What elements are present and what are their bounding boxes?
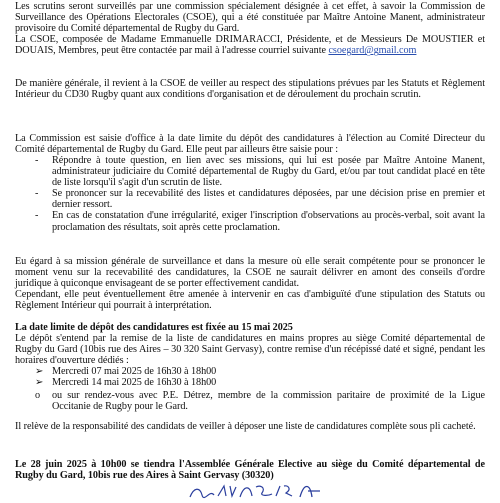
commission-bullet-list xyxy=(15,155,485,233)
paragraph-assembly xyxy=(15,459,485,481)
assembly-text: Le 28 juin 2025 à 10h00 se tiendra l'Assemblée Générale Elective au siège du Comité départemental de Rugby du Gard, 10bis rue des Aires à Saint Gervasy (30320) xyxy=(15,459,485,482)
dash-bullet-icon: - xyxy=(35,155,39,166)
arrow-bullet-icon: ➢ xyxy=(35,366,44,377)
interpretation-text: Cependant, elle peut éventuellement être amenée à intervenir en cas d'ambiguïté d'une stipulation des Statuts ou Règlement Intérieur qui pourrait à interprétation. xyxy=(15,289,485,312)
responsibility-text: Il relève de la responsabilité des candidats de veiller à déposer une liste de candidatures complète sous pli cacheté. xyxy=(15,421,476,432)
deposit-text: Le dépôt s'entend par la remise de la liste de candidatures en mains propres au siège Comité départemental de Rugby du Gard (10bis rue des Aires – 30 320 Saint Gervasy), contre remise d'un récépissé daté et signé, pendant les horaires d'ouverture dédiés : xyxy=(15,333,485,367)
commission-seizure-text: La Commission est saisie d'office à la date limite du dépôt des candidatures à l'élection au Comité Directeur du Comité départemental de Rugby du Gard. Elle peut par ailleurs être saisie pour : xyxy=(15,133,485,156)
csoe-composition-text: La CSOE, composée de Madame Emmanuelle DRIMARACCI, Présidente, et de Messieurs De MOUSTIER et DOUAIS, Membres, peut être contactée par mail à l'adresse courriel suivante xyxy=(15,34,485,57)
list-item: - En cas de constatation d'une irrégularité, exiger l'inscription d'observations au procès-verbal, soit avant la proclamation des résultats, soit après cette proclamation. xyxy=(35,210,485,233)
arrow-bullet-icon: ➢ xyxy=(35,377,44,389)
paragraph-commission-seizure xyxy=(15,133,485,155)
signature-scribble-icon xyxy=(180,481,360,500)
paragraph-general-mission xyxy=(15,256,485,311)
paragraph-deposit xyxy=(15,333,485,366)
list-item: - Répondre à toute question, en lien avec ses missions, qui lui est posée par Maître Antoine Manent, administrateur judiciaire du Comité départemental de Rugby du Gard, et/ou par tout candidat placé en tête de liste lorsqu'il s'agit d'un scrutin de liste. xyxy=(35,155,485,189)
deadline-heading: La date limite de dépôt des candidatures est fixée au 15 mai 2025 xyxy=(15,322,293,333)
paragraph-csoe-intro xyxy=(15,1,485,56)
csoe-role-text: De manière générale, il revient à la CSOE de veiller au respect des stipulations prévues par les Statuts et Règlement Intérieur du CD30 Rugby quant aux conditions d'organisation et de déroulement du prochain scrutin. xyxy=(15,78,485,101)
csoe-intro-text: Les scrutins seront surveillés par une commission spécialement désignée à cet effet, à savoir la Commission de Surveillance des Opérations Electorales (CSOE), qui a été constituée par Maître Antoine Manent, administrateur provisoire du Comité départemental de Rugby du Gard. xyxy=(15,1,485,35)
dash-bullet-icon: - xyxy=(35,210,39,222)
list-item: ➢ Mercredi 07 mai 2025 de 16h30 à 18h00 xyxy=(35,366,217,377)
paragraph-responsibility xyxy=(15,421,485,432)
dash-bullet-icon: - xyxy=(35,188,39,200)
paragraph-csoe-role xyxy=(15,78,485,100)
list-item: o ou sur rendez-vous avec P.E. Détrez, membre de la commission paritaire de proximité de la Ligue Occitanie de Rugby pour le Gard. xyxy=(35,390,485,413)
csoe-email-link[interactable]: csoegard@gmail.com xyxy=(328,45,417,57)
general-mission-text: Eu égard à sa mission générale de surveillance et dans la mesure où elle serait compétente pour se prononcer le moment venu sur la recevabilité des candidatures, la CSOE ne saurait délivrer en amont des conseils d'ordre juridique à quiconque envisageant de se porter effectivement candidat. xyxy=(15,256,485,290)
round-bullet-icon: o xyxy=(35,390,41,402)
opening-hours-list xyxy=(15,366,485,412)
list-item: - Se prononcer sur la recevabilité des listes et candidatures déposées, par une décision prise en premier et dernier ressort. xyxy=(35,188,485,211)
handwritten-signature xyxy=(180,481,360,500)
list-item: ➢ Mercredi 14 mai 2025 de 16h30 à 18h00 xyxy=(35,377,217,389)
